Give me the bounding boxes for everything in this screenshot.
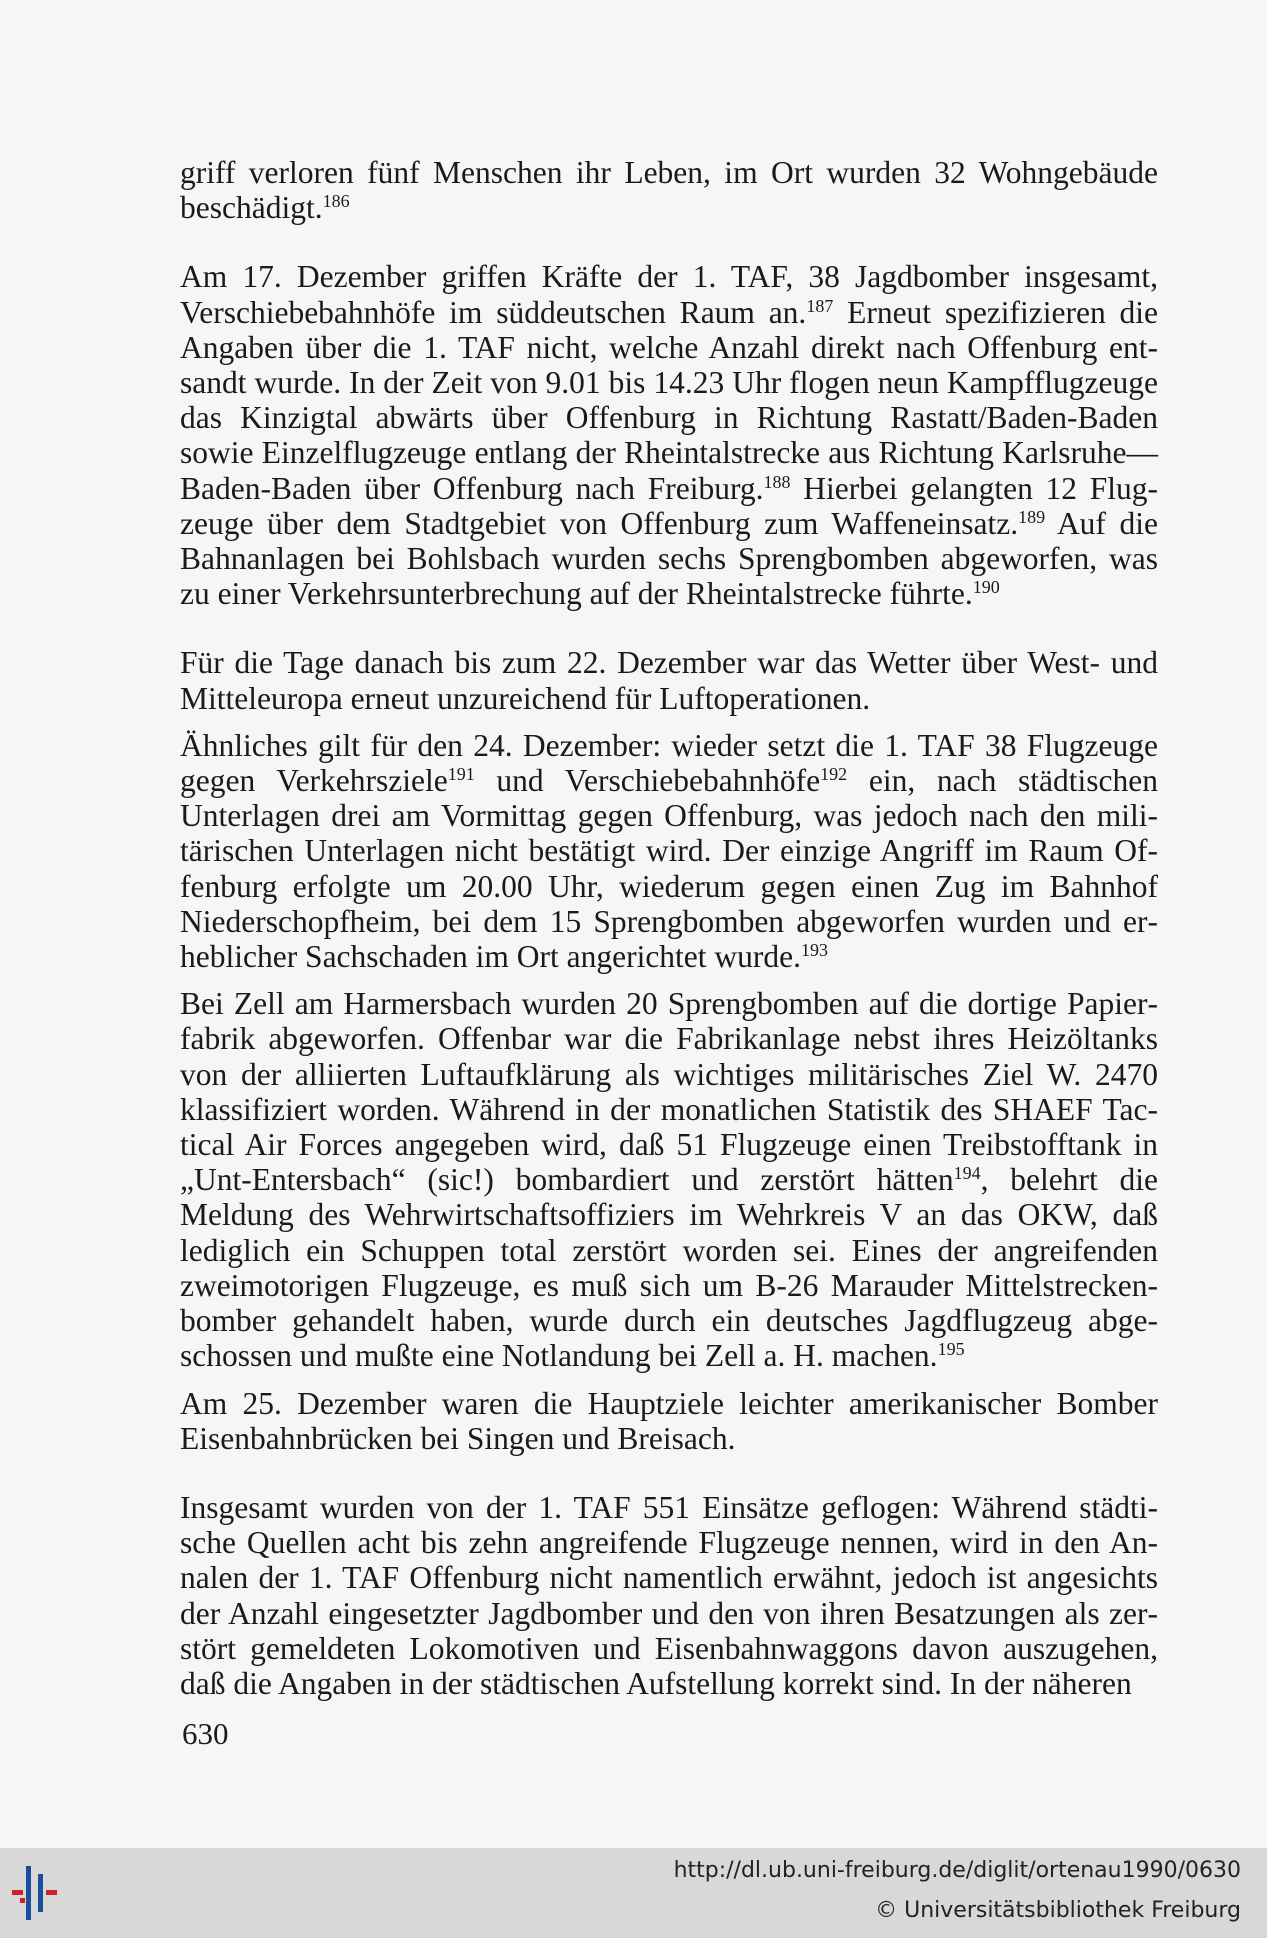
- footnote-marker: 193: [801, 940, 829, 961]
- ub-freiburg-logo-icon: [8, 1860, 78, 1926]
- footnote-marker: 191: [447, 764, 475, 785]
- copyright-notice: © Universitätsbibliothek Freiburg: [875, 1898, 1241, 1923]
- paragraph: [180, 728, 1158, 974]
- paragraph: [180, 986, 1158, 1373]
- paragraph-text: Insgesamt wurden von der 1. TAF 551 Einsätze geflogen: Während städtische Quellen acht bis zehn angreifende Flugzeuge nennen, wird in den Annalen der 1. TAF Offenburg nicht namentlich erwähnt, jedoch ist angesichts der Anzahl eingesetzter Jagdbomber und den von ihren Besatzungen als zerstört gemeldeten Lokomotiven und Eisenbahnwaggons davon auszugehen, daß die Angaben in der städtischen Aufstellung korrekt sind. In der näheren: [180, 1489, 1158, 1701]
- paragraph-text: Am 17. Dezember griffen Kräfte der 1. TAF, 38 Jagdbomber insgesamt, Verschiebebahnhöfe im süddeutschen Raum an.: [180, 259, 1158, 330]
- footnote-marker: 188: [763, 471, 791, 492]
- paragraph-text: , belehrt die Meldung des Wehrwirtschaftsoffiziers im Wehrkreis V an das OKW, daß lediglich ein Schuppen total zerstört worden sei. Eines der angreifenden zweimotorigen Flugzeuge, es muß sich um B-26 Marauder Mittelstreckenbomber gehandelt haben, wurde durch ein deutsches Jagdflugzeug abgeschossen und mußte eine Notlandung bei Zell a. H. machen.: [180, 1162, 1158, 1374]
- paragraph: [180, 1490, 1158, 1701]
- paragraph-text: Auf die Bahnanlagen bei Bohlsbach wurden sechs Sprengbomben abgeworfen, was zu einer Verkehrsunterbrechung auf der Rheintalstrecke führte.: [180, 505, 1158, 612]
- paragraph: [180, 1386, 1158, 1456]
- paragraph-text: ein, nach städtischen Unterlagen drei am Vormittag gegen Offenburg, was jedoch nach den militärischen Unterlagen nicht bestätigt wird. Der einzige Angriff im Raum Offenburg erfolgte um 20.00 Uhr, wiederum gegen einen Zug im Bahnhof Niederschopfheim, bei dem 15 Sprengbomben abgeworfen wurden und erheblicher Sachschaden im Ort angerichtet wurde.: [180, 763, 1158, 975]
- paragraph-text: Ähnliches gilt für den 24. Dezember: wieder setzt die 1. TAF 38 Flugzeuge gegen Verkehrsziele: [180, 727, 1158, 799]
- paragraph-text: Für die Tage danach bis zum 22. Dezember war das Wetter über West- und Mitteleuropa erneut unzureichend für Luftoperationen.: [180, 645, 1158, 716]
- paragraph-text: Am 25. Dezember waren die Hauptziele leichter amerikanischer Bomber Eisenbahnbrücken bei Singen und Breisach.: [180, 1385, 1158, 1456]
- paragraph-text: Erneut spezifizieren die Angaben über die 1. TAF nicht, welche Anzahl direkt nach Offenburg entsandt wurde. In der Zeit von 9.01 bis 14.23 Uhr flogen neun Kampfflugzeuge das Kinzigtal abwärts über Offenburg in Richtung Rastatt/Baden-Baden sowie Einzelflugzeuge entlang der Rheintalstrecke aus Richtung Karlsruhe—Baden-Baden über Offenburg nach Freiburg.: [180, 294, 1158, 506]
- viewer-footer: [0, 1848, 1267, 1938]
- footnote-marker: 195: [937, 1339, 965, 1360]
- paragraph-text: griff verloren fünf Menschen ihr Leben, im Ort wurden 32 Wohngebäude beschädigt.: [180, 155, 1158, 226]
- paragraph: [180, 259, 1158, 611]
- paragraph: [180, 645, 1158, 715]
- page-number: 630: [182, 1716, 229, 1751]
- paragraph-text: und Verschiebebahnhöfe: [474, 763, 821, 799]
- footnote-marker: 192: [820, 764, 848, 785]
- source-url[interactable]: http://dl.ub.uni-freiburg.de/diglit/ortenau1990/0630: [673, 1858, 1241, 1883]
- footnote-marker: 189: [1018, 506, 1046, 527]
- footnote-marker: 194: [953, 1163, 981, 1184]
- footnote-marker: 186: [322, 191, 350, 212]
- paragraph: [180, 155, 1158, 225]
- footnote-marker: 187: [806, 295, 834, 316]
- body-text: [180, 155, 1158, 1735]
- paragraph-text: Hierbei gelangten 12 Flugzeuge über dem Stadtgebiet von Offenburg zum Waffeneinsatz.: [180, 470, 1159, 541]
- footnote-marker: 190: [972, 577, 1000, 598]
- paragraph-text: Bei Zell am Harmersbach wurden 20 Sprengbomben auf die dortige Papierfabrik abgeworfen. Offenbar war die Fabrikanlage nebst ihres Heizöltanks von der alliierten Luftaufklärung als wichtiges militärisches Ziel W. 2470 klassifiziert worden. Während in der monatlichen Statistik des SHAEF Tactical Air Forces angegeben wird, daß 51 Flugzeuge einen Treibstofftank in „Unt-Entersbach“ (sic!) bombardiert und zerstört hätten: [180, 986, 1158, 1198]
